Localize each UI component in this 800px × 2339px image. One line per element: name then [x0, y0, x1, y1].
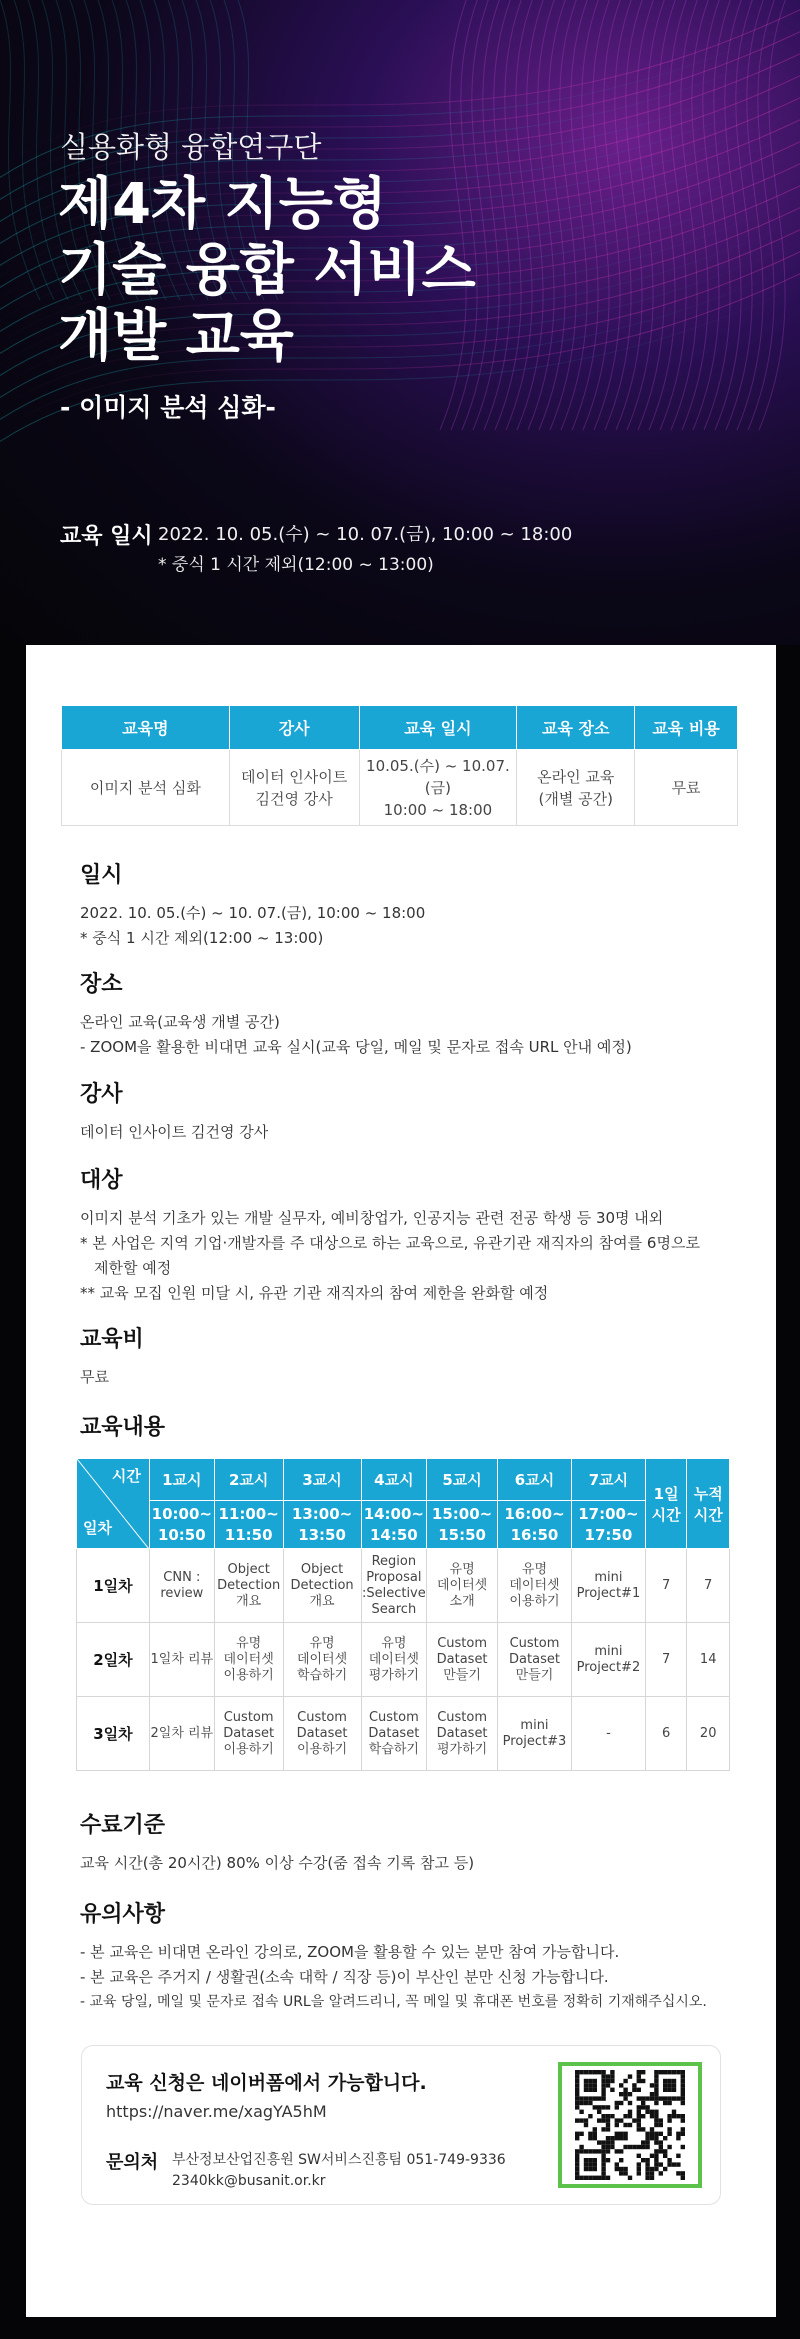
- section-text: 온라인 교육(교육생 개별 공간): [80, 1013, 280, 1031]
- time-line: 15:50: [438, 1525, 486, 1544]
- cell-line: 학습하기: [368, 1741, 419, 1757]
- cell-line: Project#1: [576, 1585, 641, 1601]
- cell-line: Dataset: [223, 1725, 275, 1741]
- period-header: 4교시: [361, 1459, 427, 1501]
- section-title: 강사: [80, 1082, 123, 1107]
- summary-header-row: [62, 706, 738, 750]
- cell-line: 1일차 리뷰: [150, 1651, 214, 1667]
- contact-org-phone: 부산정보산업진흥원 SW서비스진흥팀 051-749-9336: [172, 2152, 506, 2168]
- page-subtitle: - 이미지 분석 심화-: [60, 393, 276, 422]
- cell-line: Region: [371, 1553, 417, 1569]
- cell-line: mini: [520, 1717, 549, 1733]
- cell-line: CNN :: [163, 1569, 201, 1585]
- qr-code-graphic: [562, 2066, 698, 2184]
- cell-line: 데이터셋: [436, 1577, 488, 1593]
- section-text: 데이터 인사이트 김건영 강사: [80, 1123, 269, 1141]
- cell-line: (개별 공간): [538, 789, 613, 808]
- schedule-cell: [498, 1549, 572, 1623]
- cell-line: Project#3: [502, 1733, 567, 1749]
- apply-url-link[interactable]: https://naver.me/xagYA5hM: [106, 2102, 327, 2121]
- schedule-row: [77, 1623, 730, 1697]
- header-line: 시간: [693, 1505, 723, 1524]
- header-line: 누적: [693, 1484, 723, 1503]
- schedule-header-row: [77, 1459, 730, 1501]
- section-title: 유의사항: [80, 1902, 166, 1927]
- organization-name: 실용화형 융합연구단: [60, 130, 322, 164]
- time-line: 11:50: [224, 1525, 273, 1544]
- cell-line: Dataset: [368, 1725, 420, 1741]
- period-time-header: [283, 1501, 361, 1549]
- cell-line: :Selective: [361, 1585, 426, 1601]
- title-line: 개발 교육: [58, 304, 294, 369]
- section-instructor: [80, 1077, 268, 1145]
- cell-line: Dataset: [436, 1725, 488, 1741]
- time-line: 17:50: [584, 1525, 633, 1544]
- cell-line: Object: [227, 1561, 270, 1577]
- schedule-total-hours-cell: 7: [687, 1549, 730, 1623]
- section-title: 일시: [80, 863, 123, 888]
- total-hours-header: [687, 1459, 730, 1549]
- header-line: 시간: [651, 1505, 681, 1524]
- schedule-cell: [283, 1697, 361, 1771]
- section-place: [80, 967, 632, 1060]
- cell-line: 개요: [236, 1593, 262, 1609]
- cell-line: Custom: [509, 1635, 560, 1651]
- title-line: 제4차 지능형: [58, 172, 387, 237]
- content-card: [26, 645, 776, 2317]
- schedule-cell: [571, 1697, 645, 1771]
- section-notes: [80, 1897, 707, 2015]
- schedule-cell: [571, 1549, 645, 1623]
- cell-line: 데이터셋: [368, 1651, 419, 1667]
- section-target: [80, 1163, 700, 1306]
- period-time-header: [149, 1501, 214, 1549]
- schedule-cell: [214, 1549, 283, 1623]
- schedule-cell: [427, 1623, 498, 1697]
- cell-line: Custom: [297, 1709, 347, 1725]
- corner-time-label: 시간: [111, 1467, 141, 1485]
- summary-header-cell: 교육 비용: [635, 706, 738, 750]
- cell-line: 유명: [381, 1635, 407, 1651]
- cell-line: Custom: [437, 1635, 487, 1651]
- cell-line: Project#2: [576, 1659, 641, 1675]
- period-time-header: [571, 1501, 645, 1549]
- section-title: 대상: [80, 1168, 123, 1193]
- time-line: 10:50: [157, 1525, 206, 1544]
- section-text: * 본 사업은 지역 기업·개발자를 주 대상으로 하는 교육으로, 유관기관 재직자의 참여를 6명으로: [80, 1234, 700, 1252]
- cell-line: 이용하기: [296, 1741, 348, 1757]
- qr-code-icon[interactable]: [558, 2062, 702, 2188]
- section-completion: [80, 1808, 474, 1876]
- title-line: 기술 융합 서비스: [58, 238, 476, 303]
- cell-line: 학습하기: [296, 1667, 348, 1683]
- time-line: 11:00~: [218, 1504, 279, 1523]
- cell-line: Object: [300, 1561, 344, 1577]
- cell-line: 평가하기: [436, 1741, 488, 1757]
- cell-line: Custom: [437, 1709, 487, 1725]
- cell-line: Dataset: [296, 1725, 348, 1741]
- section-text: 2022. 10. 05.(수) ~ 10. 07.(금), 10:00 ~ 18:00: [80, 904, 426, 922]
- period-time-header: [427, 1501, 498, 1549]
- time-line: 16:00~: [504, 1504, 565, 1523]
- time-line: 10:00~: [151, 1504, 212, 1523]
- section-text: 무료: [80, 1368, 109, 1386]
- section-text: 이미지 분석 기초가 있는 개발 실무자, 예비창업가, 인공지능 관련 전공 학생 등 30명 내외: [80, 1209, 664, 1227]
- cell-line: 2일차 리뷰: [150, 1725, 214, 1741]
- period-header: 6교시: [498, 1459, 572, 1501]
- section-text: ** 교육 모집 인원 미달 시, 유관 기관 재직자의 참여 제한을 완화할 예정: [80, 1284, 549, 1302]
- section-title: 장소: [80, 972, 123, 997]
- summary-header-cell: 교육 일시: [359, 706, 517, 750]
- schedule-table: [76, 1458, 730, 1771]
- cell-line: review: [160, 1585, 204, 1601]
- cell-line: 유명: [521, 1561, 548, 1577]
- cell-line: 김건영 강사: [255, 789, 333, 808]
- schedule-day-cell: 3일차: [77, 1697, 150, 1771]
- cell-line: Dataset: [436, 1651, 488, 1667]
- schedule-total-hours-cell: 14: [687, 1623, 730, 1697]
- summary-cell-instructor: [229, 750, 359, 826]
- cell-line: 만들기: [443, 1667, 481, 1683]
- section-title: 교육내용: [80, 1415, 166, 1440]
- hero-date-label: 교육 일시: [60, 524, 153, 549]
- summary-cell-fee: [635, 750, 738, 826]
- cell-line: 온라인 교육: [537, 767, 615, 786]
- schedule-cell: [149, 1697, 214, 1771]
- schedule-corner-cell: [77, 1459, 150, 1549]
- section-text: - ZOOM을 활용한 비대면 교육 실시(교육 당일, 메일 및 문자로 접속 URL 안내 예정): [80, 1038, 632, 1056]
- section-title: 수료기준: [80, 1813, 166, 1838]
- summary-data-row: [62, 750, 738, 826]
- section-curriculum: [80, 1410, 165, 1453]
- time-line: 13:50: [298, 1525, 346, 1544]
- cell-line: Proposal: [366, 1569, 422, 1585]
- cell-line: 소개: [449, 1593, 475, 1609]
- page-title: [58, 172, 476, 370]
- cell-line: Custom: [223, 1709, 274, 1725]
- apply-info-box: [81, 2045, 721, 2205]
- cell-line: mini: [594, 1569, 623, 1585]
- schedule-daily-hours-cell: 7: [645, 1549, 687, 1623]
- summary-header-cell: 교육 장소: [517, 706, 635, 750]
- schedule-time-row: [77, 1501, 730, 1549]
- time-line: 15:00~: [431, 1504, 493, 1523]
- schedule-cell: [498, 1697, 572, 1771]
- cell-line: 이용하기: [223, 1667, 274, 1683]
- cell-line: 개요: [309, 1593, 335, 1609]
- period-header: 7교시: [571, 1459, 645, 1501]
- summary-cell-course: [62, 750, 230, 826]
- schedule-cell: [498, 1623, 572, 1697]
- summary-cell-place: [517, 750, 635, 826]
- cell-line: 유명: [236, 1635, 262, 1651]
- schedule-day-cell: 2일차: [77, 1623, 150, 1697]
- cell-line: Detection: [290, 1577, 354, 1593]
- schedule-total-hours-cell: 20: [687, 1697, 730, 1771]
- header-line: 1일: [653, 1484, 679, 1503]
- time-line: 17:00~: [578, 1504, 639, 1523]
- cell-line: 이미지 분석 심화: [89, 778, 201, 797]
- period-header: 1교시: [149, 1459, 214, 1501]
- summary-header-cell: 교육명: [62, 706, 230, 750]
- period-header: 2교시: [214, 1459, 283, 1501]
- cell-line: 10.05.(수) ~ 10.07.(금): [366, 756, 510, 797]
- cell-line: 이용하기: [223, 1741, 274, 1757]
- schedule-cell: [427, 1697, 498, 1771]
- cell-line: 평가하기: [368, 1667, 419, 1683]
- cell-line: 만들기: [515, 1667, 554, 1683]
- cell-line: 무료: [671, 778, 701, 797]
- cell-line: mini: [594, 1643, 623, 1659]
- cell-line: 유명: [309, 1635, 335, 1651]
- schedule-cell: [283, 1623, 361, 1697]
- cell-line: 유명: [449, 1561, 475, 1577]
- cell-line: 10:00 ~ 18:00: [383, 800, 493, 819]
- schedule-daily-hours-cell: 7: [645, 1623, 687, 1697]
- section-text: 교육 시간(총 20시간) 80% 이상 수강(줌 접속 기록 참고 등): [80, 1854, 475, 1872]
- section-title: 교육비: [80, 1327, 144, 1352]
- schedule-cell: [149, 1623, 214, 1697]
- section-text: - 교육 당일, 메일 및 문자로 접속 URL을 알려드리니, 꼭 메일 및 휴대폰 번호를 정확히 기재해주십시오.: [80, 1994, 707, 2010]
- summary-header-cell: 강사: [229, 706, 359, 750]
- section-text: 제한할 예정: [94, 1259, 172, 1277]
- section-text: * 중식 1 시간 제외(12:00 ~ 13:00): [80, 929, 324, 947]
- cell-line: 데이터 인사이트: [241, 767, 348, 786]
- cell-line: -: [606, 1725, 611, 1741]
- time-line: 14:00~: [363, 1504, 425, 1523]
- section-text: - 본 교육은 주거지 / 생활권(소속 대학 / 직장 등)이 부산인 분만 신청 가능합니다.: [80, 1968, 609, 1986]
- hero-date-value: 2022. 10. 05.(수) ~ 10. 07.(금), 10:00 ~ 18:00: [158, 524, 573, 545]
- period-header: 5교시: [427, 1459, 498, 1501]
- cell-line: 데이터셋: [296, 1651, 348, 1667]
- schedule-cell: [361, 1549, 427, 1623]
- time-line: 16:50: [510, 1525, 559, 1544]
- cell-line: Dataset: [509, 1651, 560, 1667]
- schedule-row: [77, 1549, 730, 1623]
- schedule-row: [77, 1697, 730, 1771]
- cell-line: Detection: [217, 1577, 281, 1593]
- contact-label: 문의처: [106, 2152, 159, 2173]
- schedule-cell: [214, 1623, 283, 1697]
- cell-line: 데이터셋: [509, 1577, 560, 1593]
- period-time-header: [498, 1501, 572, 1549]
- cell-line: 데이터셋: [223, 1651, 274, 1667]
- period-time-header: [214, 1501, 283, 1549]
- summary-table: [61, 705, 738, 826]
- schedule-body: [77, 1549, 730, 1771]
- contact-email[interactable]: 2340kk@busanit.or.kr: [172, 2173, 326, 2189]
- corner-day-label: 일차: [83, 1519, 112, 1537]
- time-line: 13:00~: [291, 1504, 353, 1523]
- schedule-daily-hours-cell: 6: [645, 1697, 687, 1771]
- schedule-cell: [361, 1697, 427, 1771]
- time-line: 14:50: [369, 1525, 418, 1544]
- schedule-day-cell: 1일차: [77, 1549, 150, 1623]
- section-text: - 본 교육은 비대면 온라인 강의로, ZOOM을 활용할 수 있는 분만 참여 가능합니다.: [80, 1943, 620, 1961]
- schedule-cell: [149, 1549, 214, 1623]
- schedule-cell: [361, 1623, 427, 1697]
- section-date: [80, 858, 425, 951]
- daily-hours-header: [645, 1459, 687, 1549]
- apply-heading: 교육 신청은 네이버폼에서 가능합니다.: [106, 2072, 427, 2094]
- cell-line: 이용하기: [509, 1593, 560, 1609]
- section-fee: [80, 1322, 144, 1390]
- schedule-cell: [214, 1697, 283, 1771]
- hero-date-note: * 중식 1 시간 제외(12:00 ~ 13:00): [158, 555, 434, 575]
- schedule-cell: [427, 1549, 498, 1623]
- summary-cell-date: [359, 750, 517, 826]
- schedule-cell: [571, 1623, 645, 1697]
- cell-line: Custom: [368, 1709, 419, 1725]
- period-time-header: [361, 1501, 427, 1549]
- hero-banner: [0, 0, 800, 645]
- cell-line: Search: [371, 1601, 417, 1617]
- period-header: 3교시: [283, 1459, 361, 1501]
- schedule-cell: [283, 1549, 361, 1623]
